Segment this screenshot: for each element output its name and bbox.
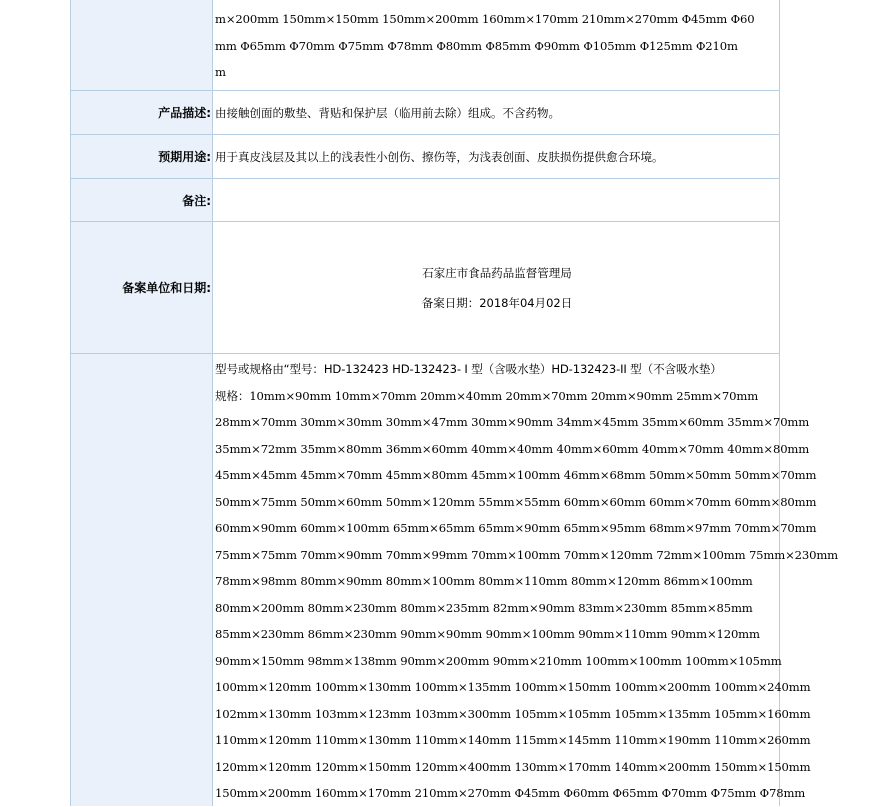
row-intended-use — [71, 135, 779, 179]
registration-unit: 石家庄市食品药品监督管理局 — [422, 265, 572, 280]
registration-block — [215, 258, 779, 318]
spec-line: 85mm×230mm 86mm×230mm 90mm×90mm 90mm×100mm 90mm×110mm 90mm×120mm — [215, 627, 760, 641]
spec-line: 78mm×98mm 80mm×90mm 80mm×100mm 80mm×110mm 80mm×120mm 86mm×100mm — [215, 574, 753, 588]
spec-line: 28mm×70mm 30mm×30mm 30mm×47mm 30mm×90mm 34mm×45mm 35mm×60mm 35mm×70mm — [215, 415, 810, 429]
spec-line: 50mm×75mm 50mm×60mm 50mm×120mm 55mm×55mm 60mm×60mm 60mm×70mm 60mm×80mm — [215, 494, 817, 509]
remarks-label: 备注: — [71, 179, 213, 221]
spec-line: 60mm×90mm 60mm×100mm 65mm×65mm 65mm×90mm 65mm×95mm 68mm×97mm 70mm×70mm — [215, 521, 817, 535]
spec-line: 102mm×130mm 103mm×123mm 103mm×300mm 105mm×105mm 105mm×135mm 105mm×160mm — [215, 706, 811, 721]
registration-date: 备案日期：2018年04月02日 — [421, 295, 573, 310]
spec-line: 型号或规格由“型号：HD-132423 HD-132423- I 型（含吸水垫）HD-132423-II 型（不含吸水垫） — [215, 362, 722, 376]
spec-change-value — [213, 354, 838, 806]
record-detail-table — [70, 0, 839, 806]
spec-line: 150mm×200mm 160mm×170mm 210mm×270mm Φ45mm Φ60mm Φ65mm Φ70mm Φ75mm Φ78mm — [215, 786, 806, 800]
product-description-label: 产品描述: — [71, 91, 213, 134]
spec-line: mm Φ65mm Φ70mm Φ75mm Φ78mm Φ80mm Φ85mm Φ90mm Φ105mm Φ125mm Φ210m — [215, 38, 738, 53]
row-spec-change — [71, 354, 839, 806]
product-description-value: 由接触创面的敷垫、背贴和保护层（临用前去除）组成。不含药物。 — [215, 105, 560, 120]
spec-line: 规格：10mm×90mm 10mm×70mm 20mm×40mm 20mm×70mm 20mm×90mm 25mm×70mm — [215, 388, 759, 403]
spec-line: 35mm×72mm 35mm×80mm 36mm×60mm 40mm×40mm 40mm×60mm 40mm×70mm 40mm×80mm — [215, 441, 810, 456]
spec-line: 110mm×120mm 110mm×130mm 110mm×140mm 115mm×145mm 110mm×190mm 110mm×260mm — [215, 733, 811, 747]
spec-change-label — [71, 354, 213, 806]
spec-line: m — [215, 65, 226, 79]
spec-line: 75mm×75mm 70mm×90mm 70mm×99mm 70mm×100mm 70mm×120mm 72mm×100mm 75mm×230mm — [215, 547, 839, 562]
spec-line: m×200mm 150mm×150mm 150mm×200mm 160mm×170mm 210mm×270mm Φ45mm Φ60 — [215, 12, 755, 26]
spec-line: 100mm×120mm 100mm×130mm 100mm×135mm 100mm×150mm 100mm×200mm 100mm×240mm — [215, 680, 811, 694]
row-product-description — [71, 91, 779, 135]
spec-line: 80mm×200mm 80mm×230mm 80mm×235mm 82mm×90mm 83mm×230mm 85mm×85mm — [215, 600, 753, 615]
row-spec-continued — [71, 0, 779, 91]
row-label-empty — [71, 0, 213, 90]
registration-value — [213, 222, 779, 353]
remarks-value — [213, 179, 779, 221]
spec-line: 120mm×120mm 120mm×150mm 120mm×400mm 130mm×170mm 140mm×200mm 150mm×150mm — [215, 759, 811, 774]
row-remarks — [71, 179, 779, 222]
spec-continued-value — [213, 0, 779, 90]
spec-line: 90mm×150mm 98mm×138mm 90mm×200mm 90mm×210mm 100mm×100mm 100mm×105mm — [215, 653, 782, 668]
intended-use-label: 预期用途: — [71, 135, 213, 178]
spec-line: 45mm×45mm 45mm×70mm 45mm×80mm 45mm×100mm 46mm×68mm 50mm×50mm 50mm×70mm — [215, 468, 817, 482]
row-registration — [71, 222, 779, 354]
registration-label: 备案单位和日期: — [71, 222, 213, 353]
intended-use-value: 用于真皮浅层及其以上的浅表性小创伤、擦伤等，为浅表创面、皮肤损伤提供愈合环境。 — [215, 149, 664, 164]
